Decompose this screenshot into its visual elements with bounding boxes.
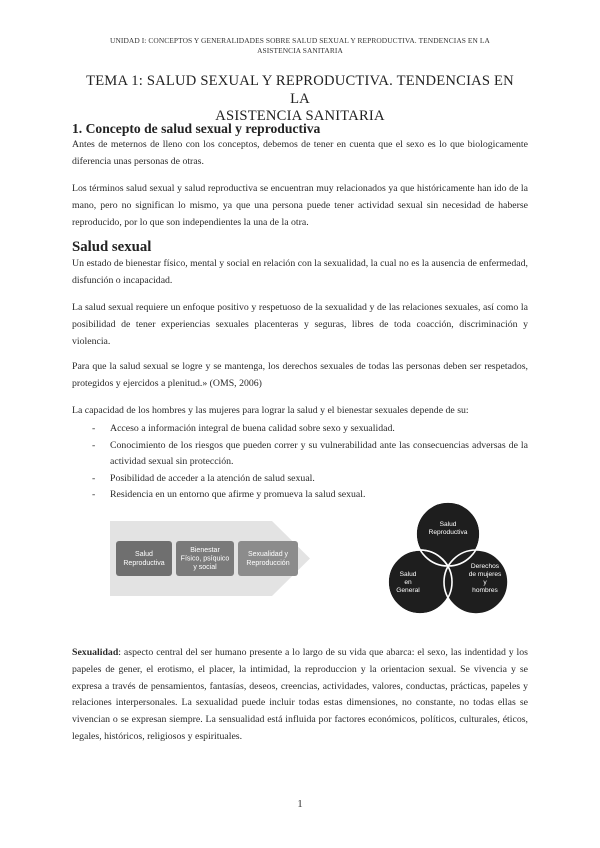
box-sexualidad-reproduccion	[238, 541, 298, 576]
paragraph-sexualidad	[72, 645, 528, 746]
page-number: 1	[297, 798, 303, 810]
box3-label-line2: Reproducción	[246, 560, 290, 567]
process-arrow-diagram	[110, 521, 310, 596]
venn-left-line3: General	[396, 587, 420, 594]
section-heading-salud-sexual: Salud sexual	[72, 239, 152, 255]
venn-diagram	[372, 500, 524, 620]
list-item: - Conocimiento de los riesgos que pueden correr y su vulnerabilidad ante las consecuencias adversas de la actividad sexual sin protección.	[92, 439, 528, 468]
box2-label-line2: Físico, psíquico	[180, 555, 230, 563]
venn-circle-derechos	[444, 550, 508, 614]
venn-right-line1: Derechos	[470, 563, 500, 570]
document-title	[80, 73, 520, 126]
list-item: - Residencia en un entorno que afirme y promueva la salud sexual.	[92, 489, 366, 501]
venn-top-line2: Reproductiva	[428, 529, 468, 536]
paragraph-derechos: Para que la salud sexual se logre y se mantenga, los derechos sexuales de todas las personas deben ser respetados, protegidos y ejercidos a plenitud.» (OMS, 2006)	[72, 361, 528, 389]
venn-right-line2: de mujeres	[468, 571, 502, 578]
paragraph-capacidad: La capacidad de los hombres y las mujeres para lograr la salud y el bienestar sexuales depende de su:	[72, 405, 469, 416]
document-title-line1: TEMA 1: SALUD SEXUAL Y REPRODUCTIVA. TENDENCIAS EN LA	[86, 73, 514, 107]
box3-label-line1: Sexualidad y	[247, 551, 289, 558]
paragraph-terms: Los términos salud sexual y salud reproductiva se encuentran muy relacionados ya que históricamente han ido de la mano, pero no significan lo mismo, ya que una persona puede tener actividad sexual sin necesidad de haberse reproducido, por lo que son independientes la una de la otra.	[72, 183, 528, 228]
running-header-line1: UNIDAD I: CONCEPTOS Y GENERALIDADES SOBRE SALUD SEXUAL Y REPRODUCTIVA. TENDENCIAS EN LA	[110, 36, 490, 45]
venn-right-line3: y	[483, 579, 487, 586]
capacity-list	[92, 421, 528, 504]
list-item: - Acceso a información integral de buena calidad sobre sexo y sexualidad.	[92, 423, 395, 434]
box2-label-line1: Bienestar	[190, 547, 220, 554]
venn-right-line4: hombres	[472, 587, 498, 594]
term-sexualidad: Sexualidad	[72, 647, 119, 658]
box1-label-line2: Reproductiva	[123, 560, 165, 567]
venn-top-line1: Salud	[439, 521, 457, 528]
document-title-line2: ASISTENCIA SANITARIA	[215, 108, 385, 124]
sexualidad-definition: : aspecto central del ser humano presente a lo largo de su vida que abarca: el sexo, las indentidad y los papeles de gener, el erotismo, el placer, la intimidad, la reproduccion y la orientacion sexual. Se vivencia y se expresa a través de pensamientos, fantasías, deseos, creencias, actividades, valores, conductas, prácticas, papeles y relaciones interpersonales. La sexualidad puede incluir todas estas dimensiones, no constante, no todas ellas se vivencian o se expresan siempre. La sensualidad está influida por factores económicos, políticos, culturales, éticos, legales, históricos, religiosos y espirituales.	[72, 647, 528, 742]
paragraph-enfoque: La salud sexual requiere un enfoque positivo y respetuoso de la sexualidad y de las relaciones sexuales, así como la posibilidad de tener experiencias sexuales placenteras y seguras, libres de toda coacción, discriminación y violencia.	[72, 302, 528, 347]
venn-left-line1: Salud	[399, 571, 417, 578]
running-header-line2: ASISTENCIA SANITARIA	[257, 46, 343, 55]
venn-left-line2: en	[404, 579, 412, 586]
box2-label-line3: y social	[193, 564, 217, 571]
box-salud-reproductiva	[116, 541, 172, 576]
section-heading-concept: 1. Concepto de salud sexual y reproductiva	[72, 121, 321, 136]
running-header	[90, 36, 510, 56]
list-item: - Posibilidad de acceder a la atención de salud sexual.	[92, 472, 315, 484]
paragraph-definition: Un estado de bienestar físico, mental y social en relación con la sexualidad, la cual no es la ausencia de enfermedad, disfunción o incapacidad.	[72, 258, 528, 286]
paragraph-intro: Antes de meternos de lleno con los conceptos, debemos de tener en cuenta que el sexo es lo que biologicamente diferencia unas personas de otras.	[72, 139, 528, 167]
box1-label-line1: Salud	[135, 551, 153, 558]
